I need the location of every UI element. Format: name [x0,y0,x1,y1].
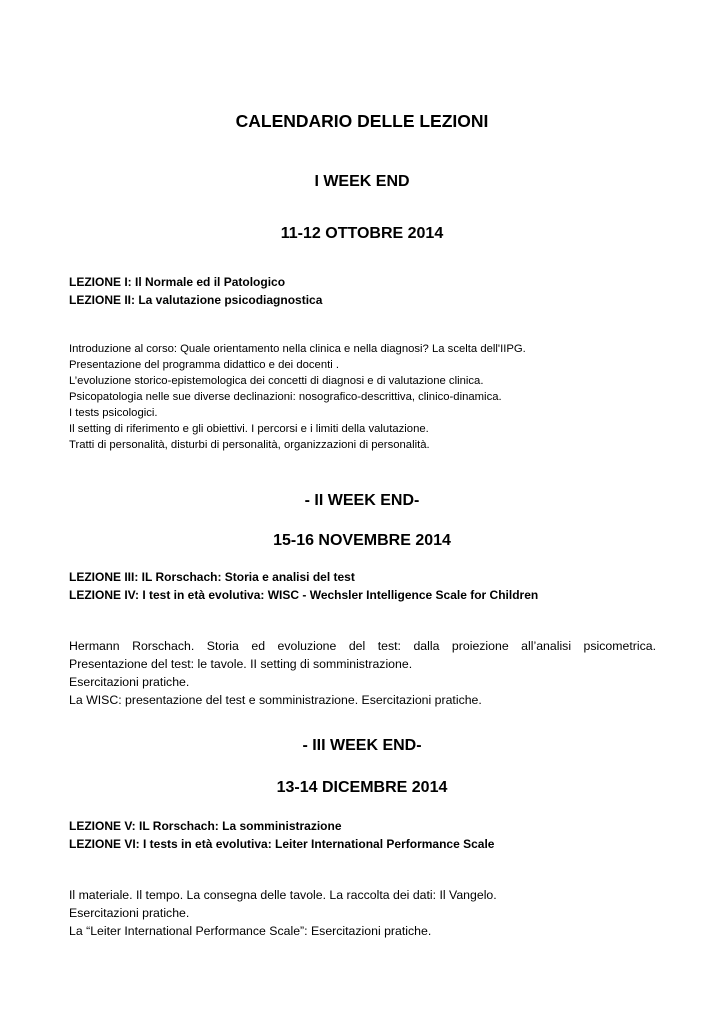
description-line: Hermann Rorschach. Storia ed evoluzione del test: dalla proiezione all’analisi psicometrica. [69,639,656,653]
lesson-title: LEZIONE III: IL Rorschach: Storia e analisi del test [69,570,355,584]
week-end-dates: 11-12 OTTOBRE 2014 [280,225,444,242]
lesson-list [69,568,656,604]
description-line: Tratti di personalità, disturbi di personalità, organizzazioni di personalità. [69,439,430,451]
week-end-label: - II WEEK END- [304,492,420,509]
week-end-section-1 [69,169,656,453]
lesson-list [69,273,656,309]
lesson-description [69,341,656,453]
week-end-label: - III WEEK END- [302,737,422,754]
description-line: L’evoluzione storico-epistemologica dei concetti di diagnosi e di valutazione clinica. [69,375,484,387]
week-end-dates: 13-14 DICEMBRE 2014 [276,779,448,796]
week-end-label: I WEEK END [314,173,410,190]
lesson-title: LEZIONE V: IL Rorschach: La somministrazione [69,819,342,833]
description-line: Il setting di riferimento e gli obiettivi. I percorsi e i limiti della valutazione. [69,423,429,435]
page-title: CALENDARIO DELLE LEZIONI [235,111,489,131]
description-line: Presentazione del programma didattico e dei docenti . [69,359,340,371]
description-line: La “Leiter International Performance Scale”: Esercitazioni pratiche. [69,924,432,938]
week-end-dates: 15-16 NOVEMBRE 2014 [273,532,451,549]
lesson-description [69,886,656,940]
lesson-title: LEZIONE I: Il Normale ed il Patologico [69,275,286,289]
lesson-title: LEZIONE VI: I tests in età evolutiva: Leiter International Performance Scale [69,837,495,851]
lesson-description [69,637,656,709]
lesson-title: LEZIONE IV: I test in età evolutiva: WISC - Wechsler Intelligence Scale for Children [69,588,539,602]
description-line: La WISC: presentazione del test e somministrazione. Esercitazioni pratiche. [69,693,482,707]
description-line: Esercitazioni pratiche. [69,906,190,920]
description-line: Esercitazioni pratiche. [69,675,190,689]
description-line: Introduzione al corso: Quale orientamento nella clinica e nella diagnosi? La scelta dell'IIPG. [69,343,526,355]
week-end-section-2 [69,488,656,709]
description-line: Psicopatologia nelle sue diverse declinazioni: nosografico-descrittiva, clinico-dinamica. [69,391,502,403]
description-line: Presentazione del test: le tavole. II setting di somministrazione. [69,657,413,671]
lesson-list [69,817,656,853]
description-line: I tests psicologici. [69,407,158,419]
lesson-title: LEZIONE II: La valutazione psicodiagnostica [69,293,323,307]
description-line: Il materiale. Il tempo. La consegna delle tavole. La raccolta dei dati: Il Vangelo. [69,888,497,902]
week-end-section-3 [69,733,656,940]
